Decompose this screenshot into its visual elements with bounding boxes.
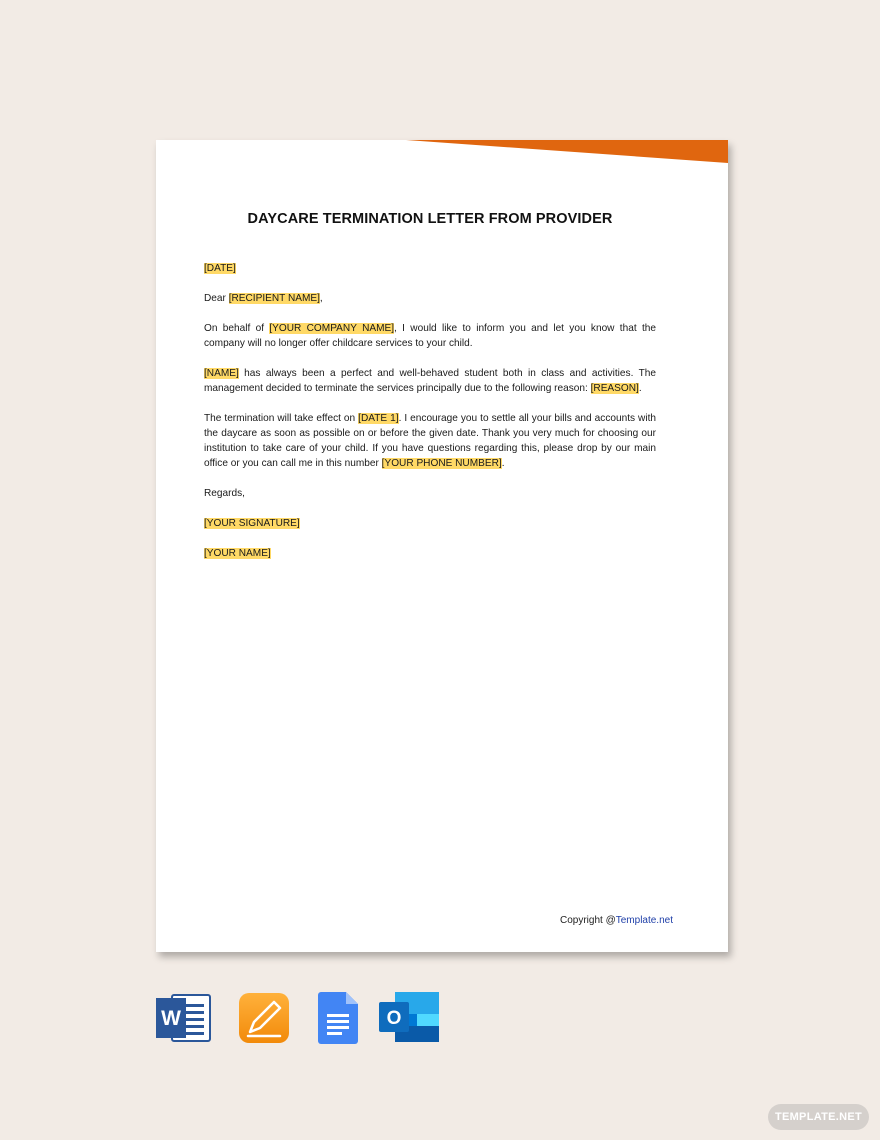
apple-pages-icon[interactable] — [238, 992, 290, 1044]
date-placeholder: [DATE] — [204, 263, 236, 274]
svg-text:W: W — [161, 1007, 181, 1030]
paragraph-2: [NAME] has always been a perfect and well-behaved student both in class and activities. The management decided to terminate the services principally due to the following reason: [REASON]. — [204, 368, 656, 394]
copyright-notice: Copyright @Template.net — [560, 915, 673, 926]
phone-number-placeholder: [YOUR PHONE NUMBER] — [381, 458, 502, 469]
date-line — [204, 261, 656, 276]
date-1-placeholder: [DATE 1] — [358, 413, 399, 424]
svg-text:O: O — [386, 1008, 402, 1029]
template-net-link[interactable]: Template.net — [615, 915, 673, 926]
google-docs-icon[interactable] — [318, 992, 358, 1044]
recipient-name-placeholder: [RECIPIENT NAME] — [228, 293, 320, 304]
reason-placeholder: [REASON] — [590, 383, 639, 394]
name-line — [204, 546, 656, 561]
paragraph-1: On behalf of [YOUR COMPANY NAME], I would like to inform you and let you know that the company will no longer offer childcare services to your child. — [204, 323, 656, 349]
paragraph-3: The termination will take effect on [DATE 1]. I encourage you to settle all your bills and accounts with the daycare as soon as possible on or before the given date. Thank you very much for choosing our institution to take care of your child. If you have questions regarding this, please drop by our main office or you can call me in this number [YOUR PHONE NUMBER]. — [204, 413, 657, 469]
signature-line — [204, 516, 656, 531]
orange-accent-stripe — [156, 140, 728, 164]
salutation: Dear [RECIPIENT NAME], — [204, 293, 323, 304]
signature-placeholder: [YOUR SIGNATURE] — [204, 518, 300, 529]
closing: Regards, — [204, 488, 245, 499]
microsoft-word-icon[interactable] — [156, 992, 212, 1044]
your-name-placeholder: [YOUR NAME] — [204, 548, 271, 559]
letter-body — [204, 261, 656, 576]
template-net-watermark: TEMPLATE.NET — [768, 1104, 869, 1130]
outlook-icon[interactable] — [379, 992, 439, 1044]
name-placeholder: [NAME] — [204, 368, 239, 379]
company-name-placeholder: [YOUR COMPANY NAME] — [269, 323, 395, 334]
letter-page — [156, 140, 728, 952]
letter-title: DAYCARE TERMINATION LETTER FROM PROVIDER — [247, 211, 613, 227]
